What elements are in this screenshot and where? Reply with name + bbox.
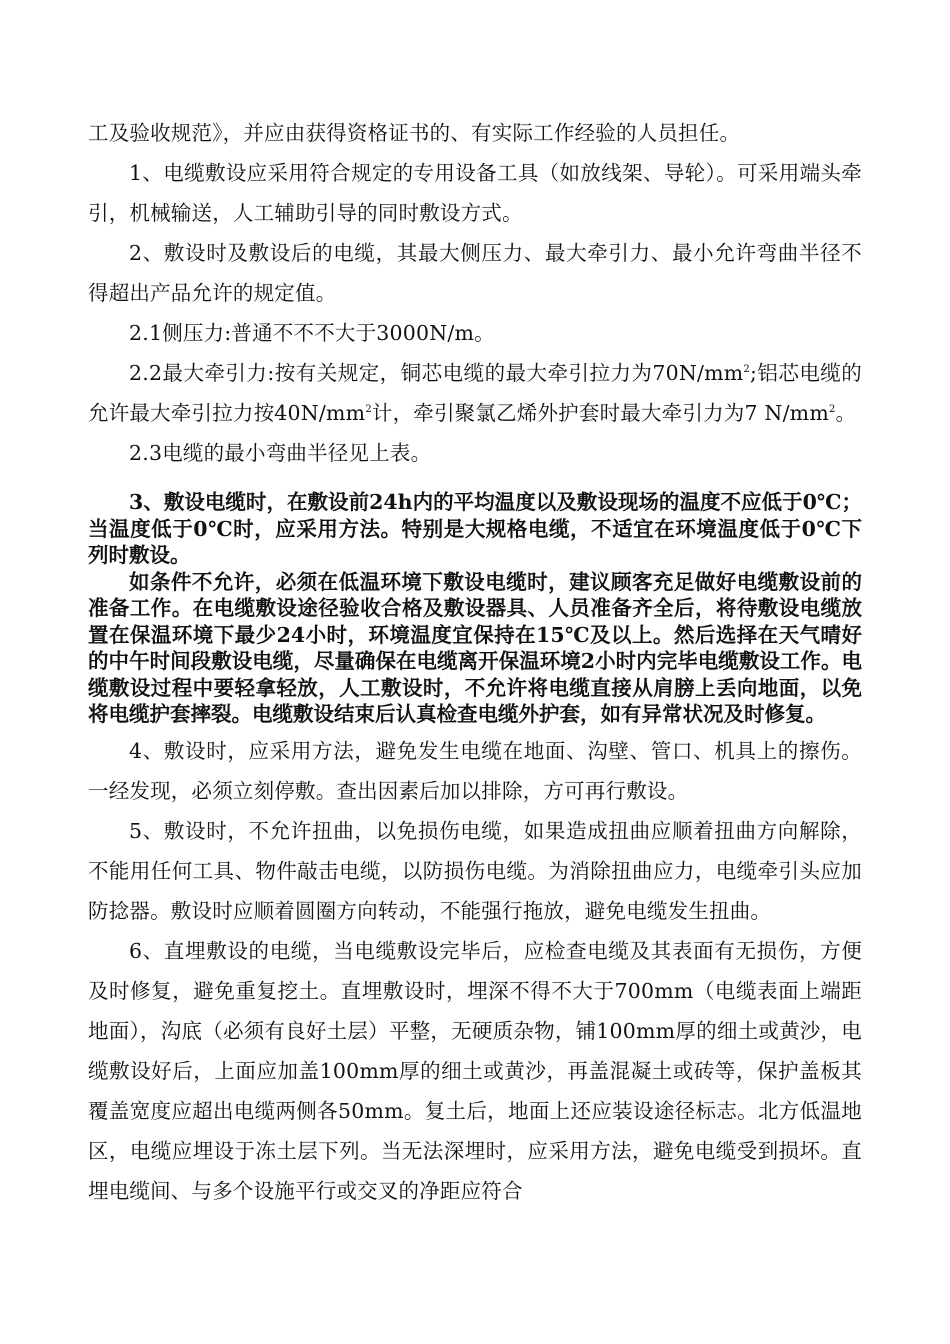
top-text-section	[88, 113, 862, 473]
text-span: 计，牵引聚氯乙烯外护套时最大牵引力为7 N/mm	[371, 401, 829, 425]
bold-paragraph: 如条件不允许，必须在低温环境下敷设电缆时，建议顾客充足做好电缆敷设前的准备工作。在电缆敷设途径验收合格及敷设器具、人员准备齐全后，将待敷设电缆放置在保温环境下最少24小时，环境温度宜保持在15℃及以上。然后选择在天气晴好的中午时间段敷设电缆，尽量确保在电缆离开保温环境2小时内完毕电缆敷设工作。电缆敷设过程中要轻拿轻放，人工敷设时，不允许将电缆直接从肩膀上丢向地面，以免将电缆护套摔裂。电缆敷设结束后认真检查电缆外护套，如有异常状况及时修复。	[88, 569, 862, 726]
bottom-text-section	[88, 731, 862, 1211]
text-span: 2.2最大牵引力:按有关规定，铜芯电缆的最大牵引拉力为70N/mm	[129, 361, 744, 385]
superscript: 2	[828, 404, 836, 416]
superscript: 2	[743, 364, 750, 376]
bold-paragraph: 3、敷设电缆时，在敷设前24h内的平均温度以及敷设现场的温度不应低于0℃；当温度低于0℃时，应采用方法。特别是大规格电缆，不适宜在环境温度低于0℃下列时敷设。	[88, 490, 862, 567]
paragraph: 2.3电缆的最小弯曲半径见上表。	[129, 441, 432, 465]
paragraph: 4、敷设时，应采用方法，避免发生电缆在地面、沟壁、管口、机具上的擦伤。一经发现，必须立刻停敷。查出因素后加以排除，方可再行敷设。	[88, 739, 862, 803]
superscript: 2	[365, 404, 372, 416]
paragraph: 5、敷设时，不允许扭曲，以免损伤电缆，如果造成扭曲应顺着扭曲方向解除，不能用任何工具、物件敲击电缆，以防损伤电缆。为消除扭曲应力，电缆牵引头应加防捻器。敷设时应顺着圆圈方向转动，不能强行拖放，避免电缆发生扭曲。	[88, 819, 862, 923]
bold-text-section	[88, 489, 862, 728]
paragraph: 1、电缆敷设应采用符合规定的专用设备工具（如放线架、导轮）。可采用端头牵引，机械输送，人工辅助引导的同时敷设方式。	[88, 161, 862, 225]
paragraph: 6、直埋敷设的电缆，当电缆敷设完毕后，应检查电缆及其表面有无损伤，方便及时修复，避免重复挖土。直埋敷设时，埋深不得不大于700mm（电缆表面上端距地面），沟底（必须有良好土层）平整，无硬质杂物，铺100mm厚的细土或黄沙，电缆敷设好后，上面应加盖100mm厚的细土或黄沙，再盖混凝土或砖等，保护盖板其覆盖宽度应超出电缆两侧各50mm。复土后，地面上还应装设途径标志。北方低温地区，电缆应埋设于冻土层下列。当无法深埋时，应采用方法，避免电缆受到损坏。直埋电缆间、与多个设施平行或交叉的净距应符合	[88, 939, 862, 1203]
paragraph: 工及验收规范》，并应由获得资格证书的、有实际工作经验的人员担任。	[88, 121, 741, 145]
text-span: 。	[835, 401, 857, 425]
paragraph-traction-force	[88, 353, 862, 433]
paragraph: 2、敷设时及敷设后的电缆，其最大侧压力、最大牵引力、最小允许弯曲半径不得超出产品允许的规定值。	[88, 241, 862, 305]
paragraph: 2.1侧压力:普通不不不大于3000N/m。	[129, 321, 495, 345]
text-span: ;铝芯电缆的允许最大牵引拉力按40N/mm	[88, 361, 862, 425]
